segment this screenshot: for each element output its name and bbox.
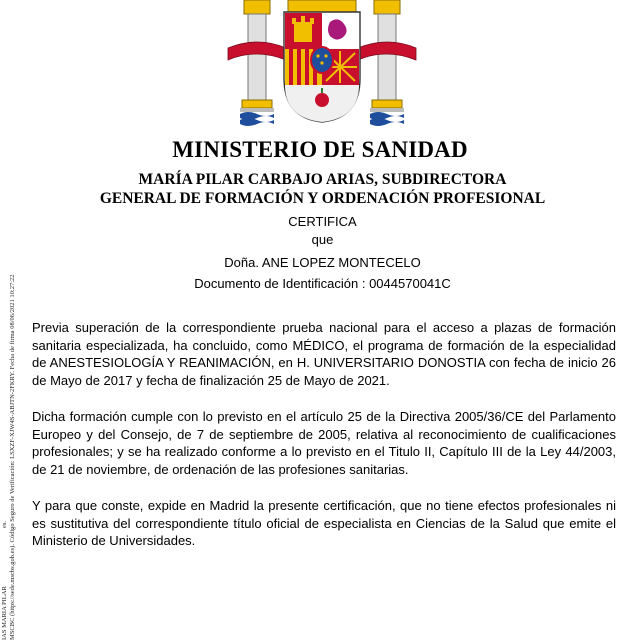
recipient-name: Doña. ANE LOPEZ MONTECELO <box>224 255 421 270</box>
shield <box>284 12 360 122</box>
right-pillar <box>358 0 416 126</box>
document-id: Documento de Identificación : 0044570041C <box>194 276 451 291</box>
certifica-heading: CERTIFICA <box>288 214 357 229</box>
coat-of-arms-emblem <box>222 0 422 130</box>
signer-line-1: MARÍA PILAR CARBAJO ARIAS, SUBDIRECTORA <box>138 171 507 188</box>
paragraph-training: Previa superación de la correspondiente prueba nacional para el acceso a plazas de formación sanitaria especializada, ha concluido, como MÉDICO, el programa de formación de la especialidad de ANESTESIOLOGÍA Y REANIMACIÓN, en H. UNIVERSITARIO DONOSTIA con fecha de inicio 26 de Mayo de 2017 y fecha de finalización 25 de Mayo de 2021. <box>32 320 616 388</box>
paragraph-directive: Dicha formación cumple con lo previsto en el artículo 25 de la Directiva 2005/36/CE del Parlamento Europeo y del Consejo, de 7 de septiembre de 2005, relativa al reconocimiento de cualificaciones profesionales; y se ha realizado conforme a lo previsto en el Titulo II, Capítulo III de la Ley 44/2003, de 21 de noviembre, de ordenación de las profesiones sanitarias. <box>32 409 616 477</box>
margin-signer-text: IAS MARIA PILAR <box>1 586 8 640</box>
margin-verification-code: MSCBC (https://sede.mscbs.gob.es). Código Seguro de Verificación: LSXZF-XJW4S-ABJTN-2FKRY. Fecha de firma 08/06/2021 10:27:22 <box>9 274 16 640</box>
ministry-title: MINISTERIO DE SANIDAD <box>172 137 468 162</box>
paragraph-closing: Y para que conste, expide en Madrid la presente certificación, que no tiene efectos profesionales ni es sustitutiva del correspondiente título oficial de especialista en Ciencias de la Salud que emite el Ministerio de Universidades. <box>32 498 616 548</box>
que-text: que <box>311 232 334 247</box>
left-pillar <box>228 0 286 126</box>
margin-suffix: es. <box>1 520 8 528</box>
signer-line-2: GENERAL DE FORMACIÓN Y ORDENACIÓN PROFESIONAL <box>99 190 546 207</box>
crown <box>288 0 356 12</box>
